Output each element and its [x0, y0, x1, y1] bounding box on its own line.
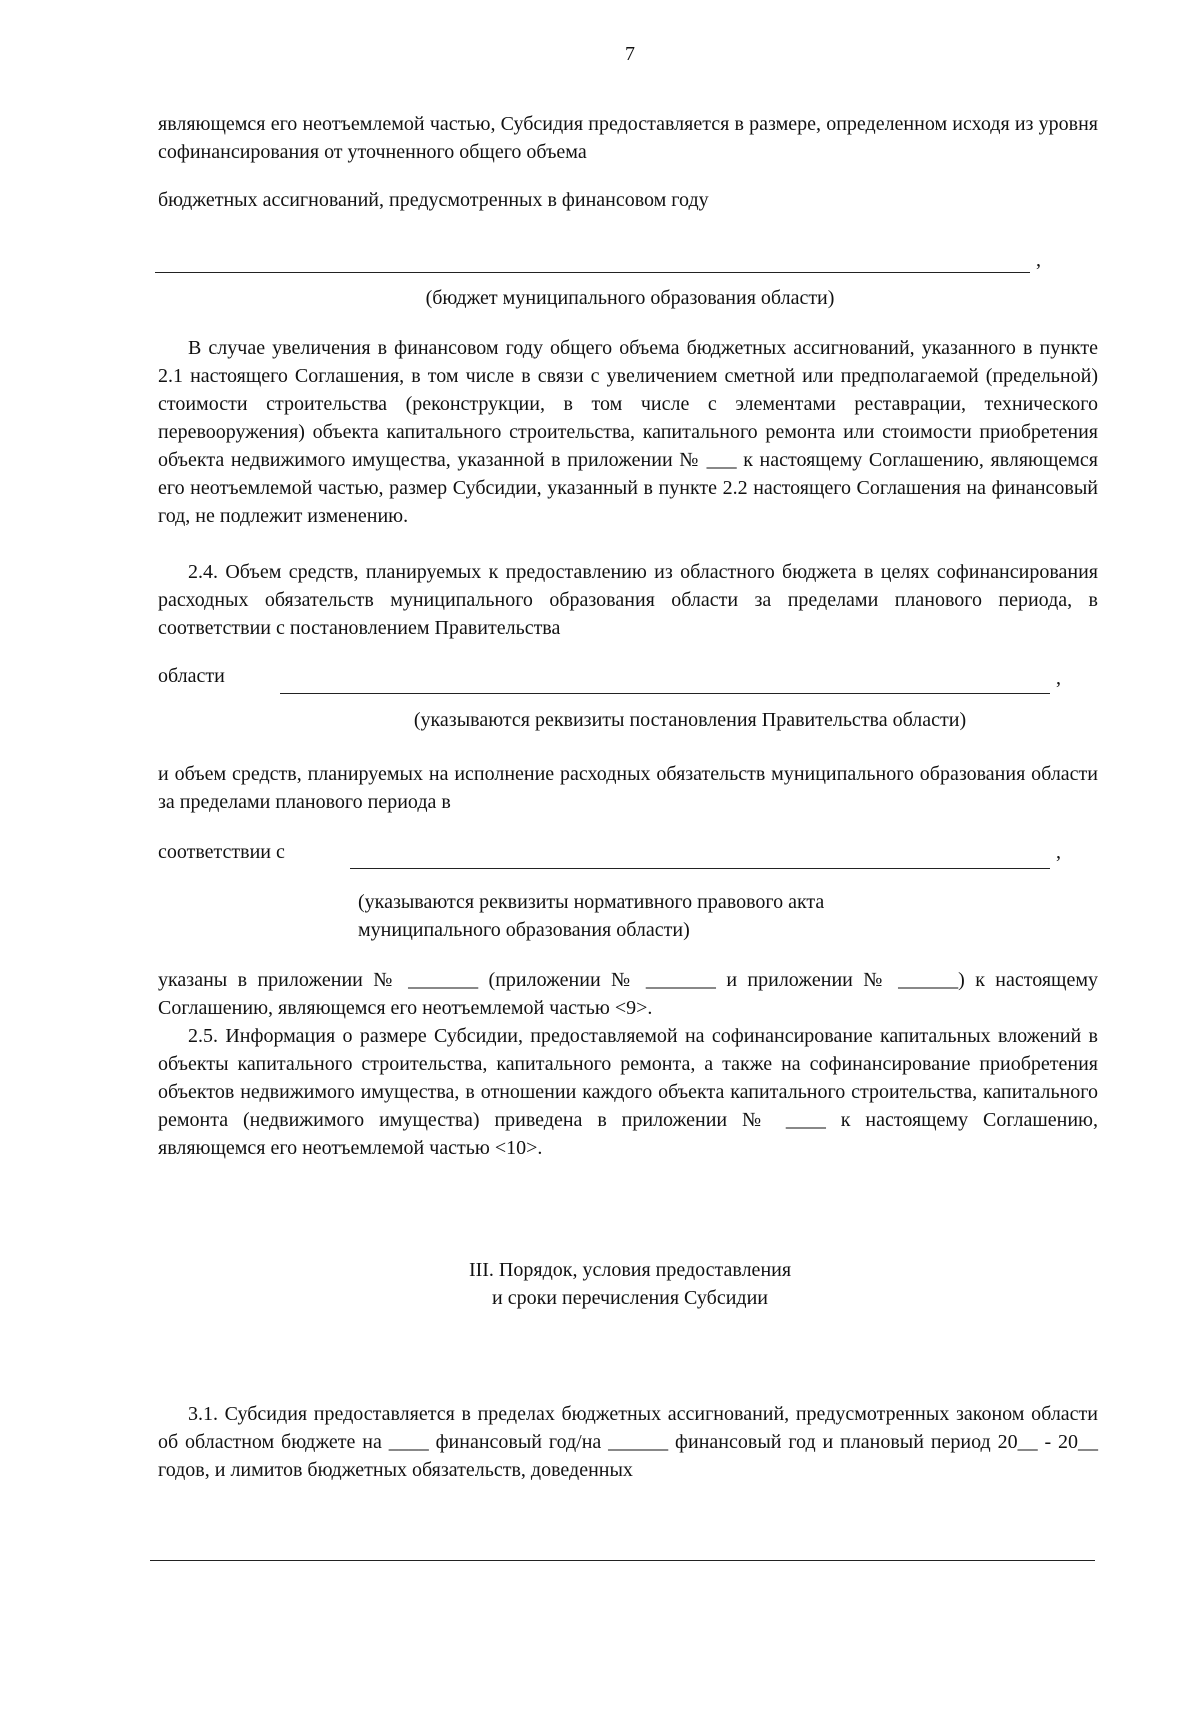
paragraph-text: являющемся его неотъемлемой частью, Субсидия предоставляется в размере, определенном исходя из уровня софинансирования от уточненного общего объема: [158, 113, 1098, 163]
section-title-line: III. Порядок, условия предоставления: [468, 1259, 792, 1281]
caption-line: муниципального образования области): [358, 919, 690, 941]
paragraph-annex-references: [158, 966, 1098, 1022]
fill-in-line: [150, 1560, 1095, 1561]
section-heading: [0, 1256, 1200, 1312]
fill-in-line: [280, 693, 1050, 694]
paragraph-text: бюджетных ассигнований, предусмотренных в финансовом году: [158, 189, 709, 211]
caption-normative-act: [358, 888, 824, 944]
paragraph-increase-allocations: [158, 334, 1098, 530]
trailing-comma: ,: [1056, 667, 1061, 689]
paragraph-budget-allocations: [158, 186, 1098, 214]
paragraph-text: 2.5. Информация о размере Субсидии, предоставляемой на софинансирование капитальных вложений в объекты капитального строительства, капитального ремонта, а также на софинансирование приобретения объектов недвижимого имущества, в отношении каждого объекта капитального строительства, капитального ремонта (недвижимого имущества) приведена в приложении № ____ к настоящему Соглашению, являющемся его неотъемлемой частью <10>.: [158, 1025, 1098, 1159]
paragraph-subsidy-size: [158, 110, 1098, 166]
fill-in-line: [155, 272, 1030, 273]
paragraph-3-1: [158, 1400, 1098, 1484]
paragraph-obligations-volume: [158, 760, 1098, 816]
section-title-line: и сроки перечисления Субсидии: [492, 1287, 768, 1309]
page-number: 7: [625, 43, 635, 65]
label-sootvetstvii: соответствии с: [158, 841, 285, 863]
paragraph-2-5: [158, 1022, 1098, 1162]
paragraph-text: 3.1. Субсидия предоставляется в пределах бюджетных ассигнований, предусмотренных законом области об областном бюджете на ____ финансовый год/на ______ финансовый год и плановый период 20__ - 20__ годов, и лимитов бюджетных обязательств, доведенных: [158, 1403, 1098, 1481]
paragraph-text: В случае увеличения в финансовом году общего объема бюджетных ассигнований, указанного в пункте 2.1 настоящего Соглашения, в том числе в связи с увеличением сметной или предполагаемой (предельной) стоимости строительства (реконструкции, в том числе с элементами реставрации, технического перевооружения) объекта капитального строительства, капитального ремонта или стоимости приобретения объекта недвижимого имущества, указанной в приложении № ___ к настоящему Соглашению, являющемся его неотъемлемой частью, размер Субсидии, указанный в пункте 2.2 настоящего Соглашения на финансовый год, не подлежит изменению.: [158, 337, 1098, 527]
trailing-comma: ,: [1056, 841, 1061, 863]
paragraph-text: и объем средств, планируемых на исполнение расходных обязательств муниципального образования области за пределами планового периода в: [158, 763, 1098, 813]
fill-in-line: [350, 868, 1050, 869]
paragraph-text: указаны в приложении № _______ (приложении № _______ и приложении № ______) к настоящему Соглашению, являющемся его неотъемлемой частью <9>.: [158, 969, 1098, 1019]
paragraph-text: 2.4. Объем средств, планируемых к предоставлению из областного бюджета в целях софинансирования расходных обязательств муниципального образования области за пределами планового периода, в соответствии с постановлением Правительства: [158, 561, 1098, 639]
paragraph-2-4: [158, 558, 1098, 642]
caption-line: (указываются реквизиты нормативного правового акта: [358, 891, 825, 913]
label-oblasti: области: [158, 665, 225, 687]
caption-government-resolution: (указываются реквизиты постановления Правительства области): [413, 709, 967, 731]
caption-municipal-budget: (бюджет муниципального образования области): [425, 287, 835, 309]
trailing-comma: ,: [1036, 249, 1041, 271]
